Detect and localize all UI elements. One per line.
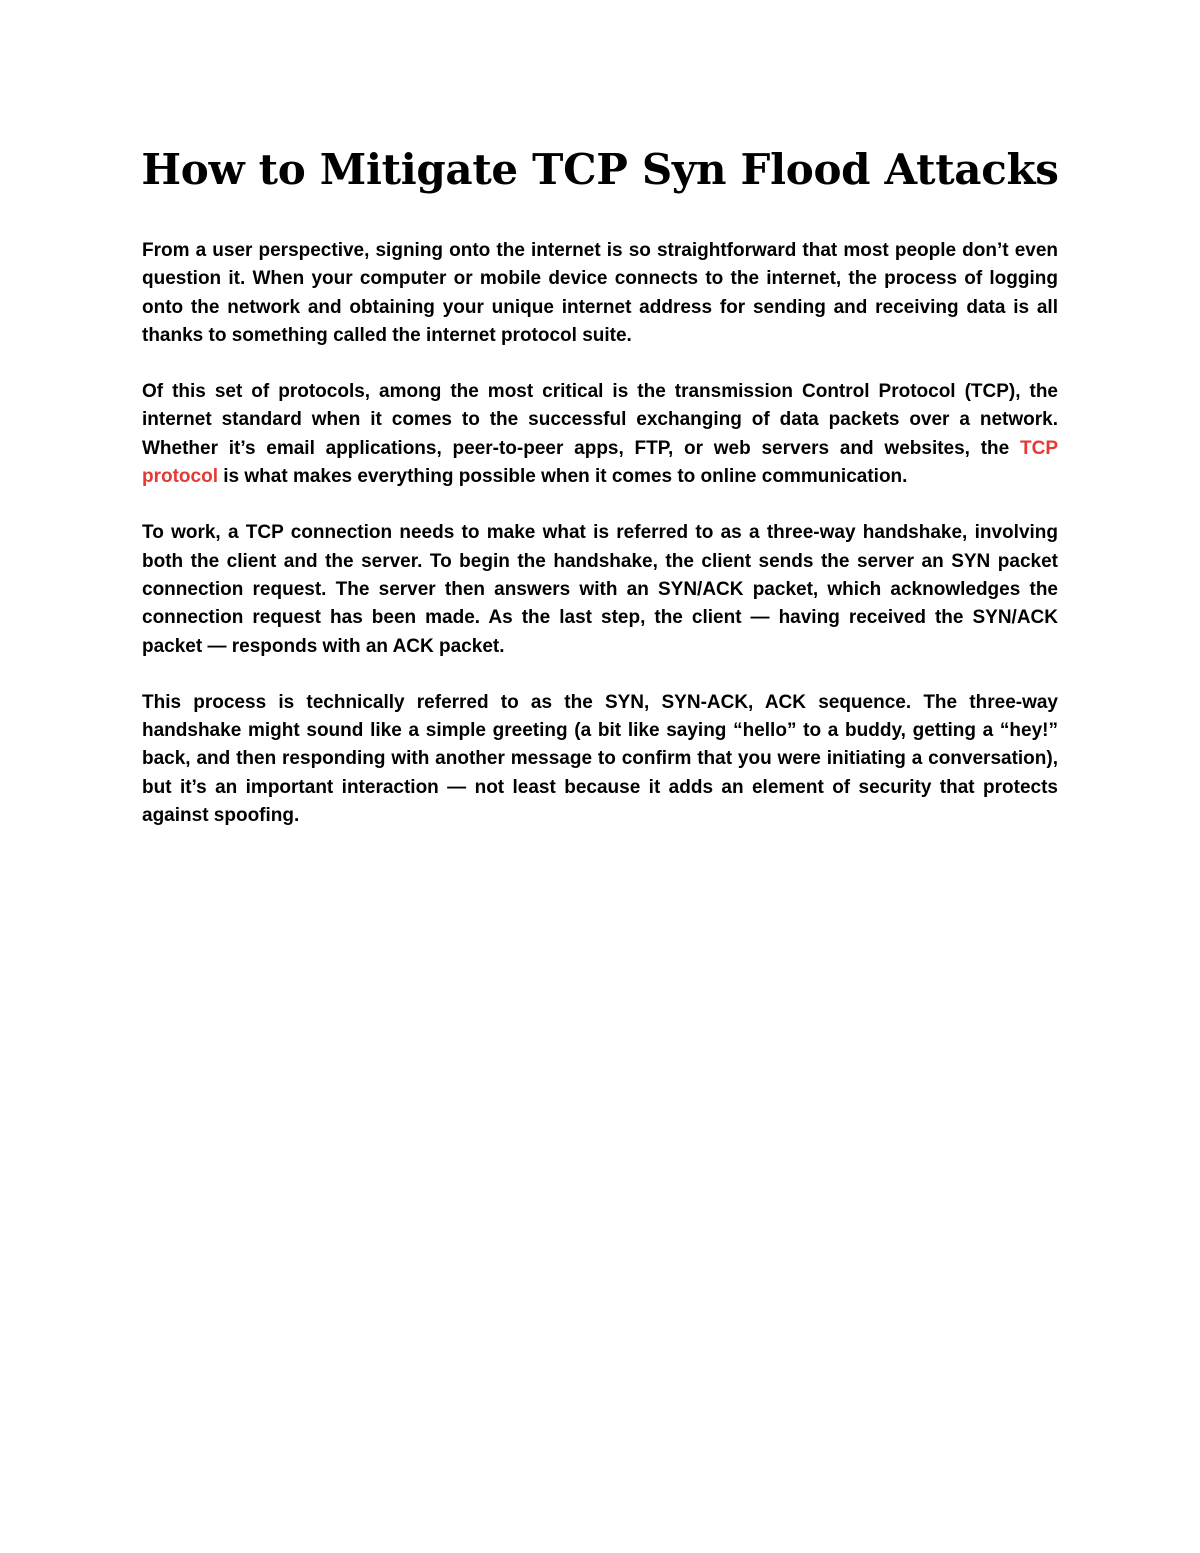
tcp-protocol-link[interactable]: TCP protocol bbox=[142, 437, 1058, 488]
paragraph-protocols-text-after: is what makes everything possible when it comes to online communication. bbox=[218, 466, 908, 488]
paragraph-sequence: This process is technically referred to as the SYN, SYN-ACK, ACK sequence. The three-way handshake might sound like a simple greeting (a bit like saying “hello” to a buddy, getting a “hey!” back, and then responding with another message to confirm that you were initiating a conversation), but it’s an important interaction — not least because it adds an element of security that protects against spoofing. bbox=[142, 691, 1058, 827]
paragraph-protocols-text-before: Of this set of protocols, among the most critical is the transmission Control Protocol (TCP), the internet standard when it comes to the successful exchanging of data packets over a network. Whether it’s email applications, peer-to-peer apps, FTP, or web servers and websites, the bbox=[142, 381, 1058, 459]
paragraph-protocols bbox=[142, 378, 1058, 491]
paragraph-handshake: To work, a TCP connection needs to make what is referred to as a three-way handshake, involving both the client and the server. To begin the handshake, the client sends the server an SYN packet connection request. The server then answers with an SYN/ACK packet, which acknowledges the connection request has been made. As the last step, the client — having received the SYN/ACK packet — responds with an ACK packet. bbox=[142, 522, 1058, 657]
document-body bbox=[142, 237, 1058, 858]
paragraph-intro: From a user perspective, signing onto the internet is so straightforward that most people don’t even question it. When your computer or mobile device connects to the internet, the process of logging onto the network and obtaining your unique internet address for sending and receiving data is all thanks to something called the internet protocol suite. bbox=[142, 240, 1058, 346]
document-title: How to Mitigate TCP Syn Flood Attacks bbox=[141, 145, 1059, 194]
